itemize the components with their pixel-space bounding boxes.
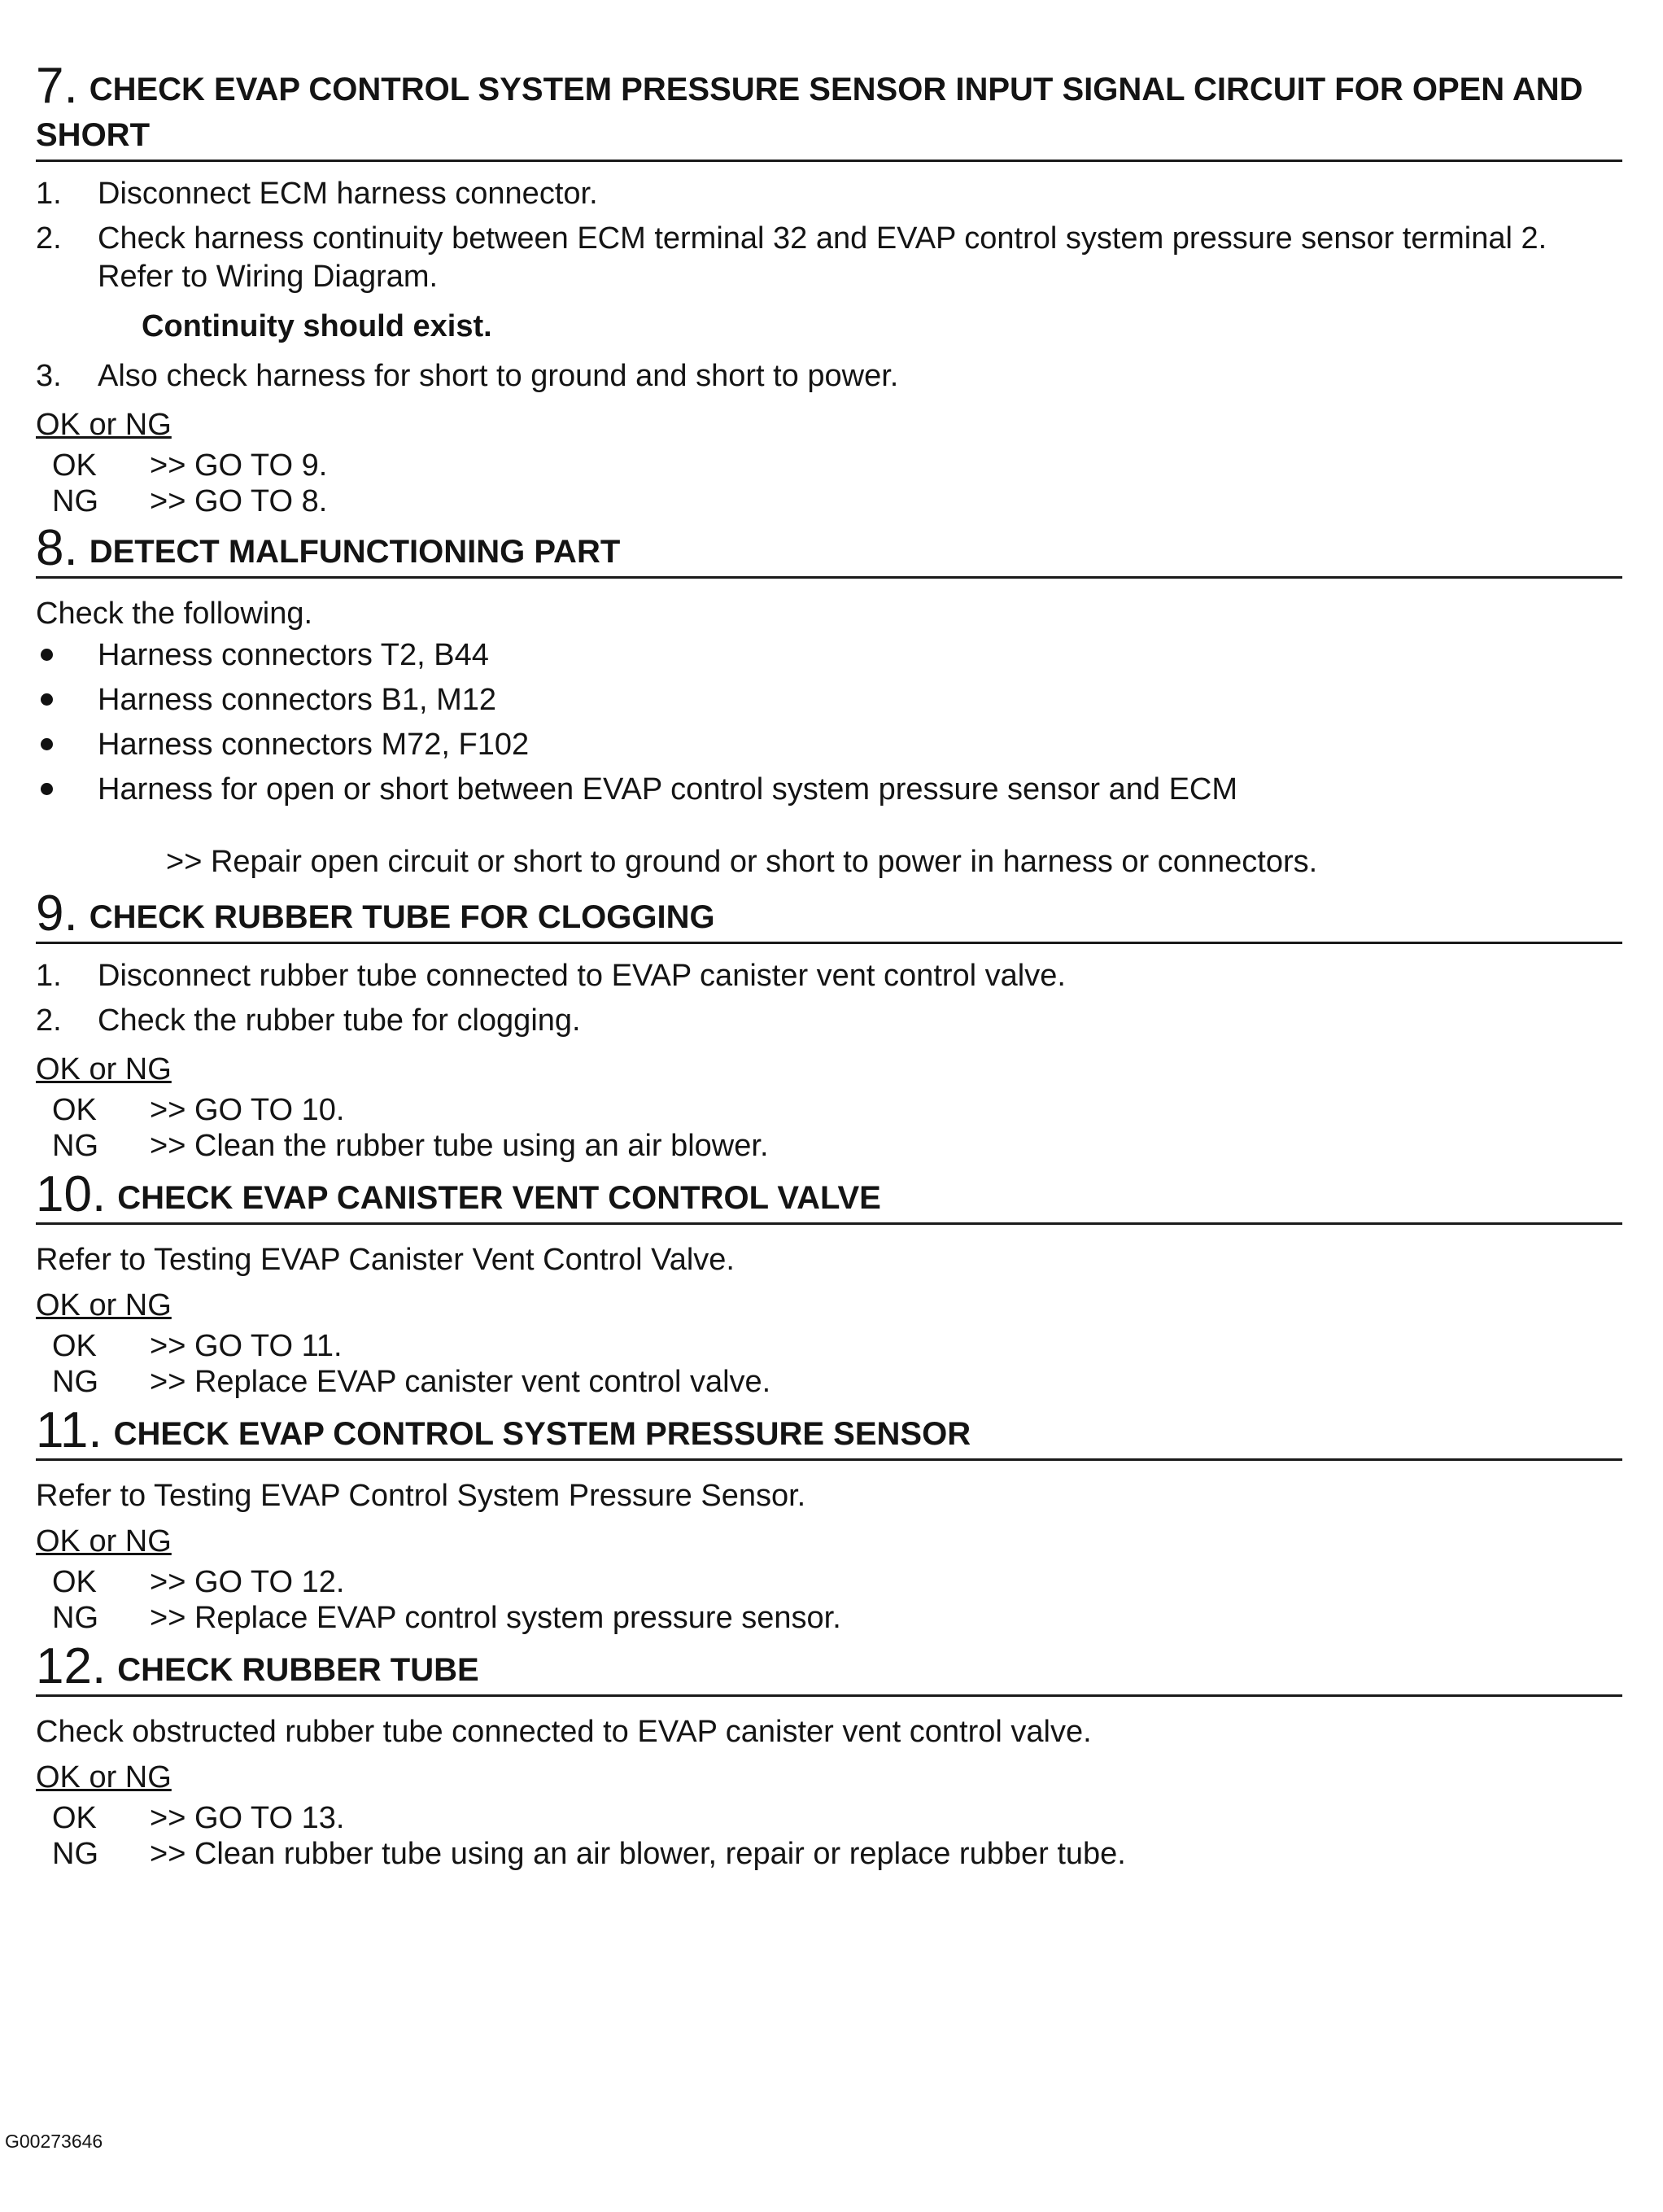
step-title: CHECK EVAP CONTROL SYSTEM PRESSURE SENSOR: [113, 1416, 971, 1452]
result-row: [36, 483, 1622, 519]
list-item: [36, 357, 1622, 396]
result-code: OK: [52, 1329, 97, 1363]
step-title: DETECT MALFUNCTIONING PART: [89, 534, 621, 570]
repair-instruction: >> Repair open circuit or short to ground or short to power in harness or connectors.: [166, 845, 1318, 879]
step-8: [36, 520, 1622, 885]
bullet-icon: [41, 649, 53, 661]
result-code: OK: [52, 448, 97, 483]
bullet-text: Harness connectors B1, M12: [98, 683, 497, 717]
note-text: Continuity should exist.: [142, 309, 492, 343]
step-heading: [36, 520, 1622, 576]
item-number: 1.: [36, 177, 62, 211]
item-number: 2.: [36, 221, 62, 256]
bullet-text: Harness connectors T2, B44: [98, 638, 489, 672]
item-text: Disconnect ECM harness connector.: [98, 177, 598, 211]
result-code: NG: [52, 1129, 98, 1163]
result-code: NG: [52, 1601, 98, 1635]
ok-or-ng-label: OK or NG: [36, 1052, 172, 1086]
result-action: >> Clean rubber tube using an air blower, repair or replace rubber tube.: [150, 1837, 1126, 1871]
result-row: [36, 448, 1622, 483]
step-number: 10.: [36, 1166, 107, 1222]
list-item: [36, 1002, 1622, 1040]
step-number: 12.: [36, 1638, 107, 1694]
step-heading: [36, 58, 1622, 158]
result-action: >> GO TO 10.: [150, 1093, 345, 1127]
bullet-text: Harness for open or short between EVAP control system pressure sensor and ECM: [98, 772, 1238, 807]
step-title: CHECK RUBBER TUBE FOR CLOGGING: [89, 899, 715, 935]
document-body: [36, 58, 1622, 1872]
intro-text: Check obstructed rubber tube connected to EVAP canister vent control valve.: [36, 1715, 1092, 1749]
step-title: CHECK RUBBER TUBE: [117, 1652, 479, 1688]
bullet-icon: [41, 693, 53, 706]
step-7: [36, 58, 1622, 519]
result-row: [36, 1328, 1622, 1364]
list-item: [36, 175, 1622, 213]
result-row: [36, 1800, 1622, 1836]
step-number: 11.: [36, 1402, 103, 1458]
ok-or-ng-label: OK or NG: [36, 1524, 172, 1558]
step-heading: [36, 1638, 1622, 1694]
bullet-item: [36, 636, 1622, 675]
item-text: Also check harness for short to ground and short to power.: [98, 359, 899, 393]
step-title: CHECK EVAP CANISTER VENT CONTROL VALVE: [117, 1180, 881, 1216]
step-heading: [36, 885, 1622, 942]
result-code: OK: [52, 1093, 97, 1127]
result-action: >> Replace EVAP canister vent control valve.: [150, 1365, 771, 1399]
heading-rule: [36, 1694, 1622, 1697]
result-code: OK: [52, 1801, 97, 1835]
heading-rule: [36, 1222, 1622, 1225]
result-action: >> GO TO 13.: [150, 1801, 345, 1835]
step-9: [36, 885, 1622, 1164]
intro-text: Refer to Testing EVAP Control System Pressure Sensor.: [36, 1479, 806, 1513]
list-item: [36, 957, 1622, 995]
step-number: 7.: [36, 58, 78, 114]
item-text: Check the rubber tube for clogging.: [98, 1003, 581, 1038]
step-12: [36, 1638, 1622, 1872]
intro-text: Check the following.: [36, 597, 313, 631]
step-heading: [36, 1166, 1622, 1222]
ok-or-ng-label: OK or NG: [36, 408, 172, 442]
result-code: NG: [52, 1837, 98, 1871]
intro-text: Refer to Testing EVAP Canister Vent Control Valve.: [36, 1243, 735, 1277]
item-text: Disconnect rubber tube connected to EVAP canister vent control valve.: [98, 959, 1066, 993]
step-heading: [36, 1402, 1622, 1458]
list-item: [36, 220, 1622, 296]
result-action: >> Replace EVAP control system pressure sensor.: [150, 1601, 841, 1635]
result-row: [36, 1564, 1622, 1600]
bullet-icon: [41, 783, 53, 795]
result-row: [36, 1092, 1622, 1128]
step-11: [36, 1402, 1622, 1636]
bullet-item: [36, 726, 1622, 764]
item-number: 1.: [36, 959, 62, 993]
result-code: NG: [52, 1365, 98, 1399]
result-action: >> GO TO 11.: [150, 1329, 343, 1363]
heading-rule: [36, 576, 1622, 579]
step-number: 9.: [36, 885, 78, 942]
heading-rule: [36, 1458, 1622, 1461]
result-action: >> GO TO 9.: [150, 448, 328, 483]
result-code: NG: [52, 484, 98, 518]
result-row: [36, 1600, 1622, 1636]
heading-rule: [36, 160, 1622, 162]
item-number: 2.: [36, 1003, 62, 1038]
item-body: [98, 220, 1622, 296]
item-subtext: Refer to Wiring Diagram.: [98, 260, 439, 294]
item-text: Check harness continuity between ECM terminal 32 and EVAP control system pressure sensor terminal 2.: [98, 221, 1547, 256]
step-number: 8.: [36, 520, 78, 576]
result-action: >> GO TO 8.: [150, 484, 328, 518]
heading-rule: [36, 942, 1622, 944]
result-action: >> GO TO 12.: [150, 1565, 345, 1599]
result-code: OK: [52, 1565, 97, 1599]
ok-or-ng-label: OK or NG: [36, 1288, 172, 1322]
item-number: 3.: [36, 359, 62, 393]
result-row: [36, 1364, 1622, 1400]
step-title: CHECK EVAP CONTROL SYSTEM PRESSURE SENSOR INPUT SIGNAL CIRCUIT FOR OPEN AND SHORT: [36, 72, 1583, 153]
result-row: [36, 1836, 1622, 1872]
bullet-text: Harness connectors M72, F102: [98, 728, 530, 762]
step-10: [36, 1166, 1622, 1400]
document-id: G00273646: [5, 2131, 103, 2152]
ok-or-ng-label: OK or NG: [36, 1760, 172, 1795]
bullet-icon: [41, 738, 53, 750]
result-row: [36, 1128, 1622, 1164]
bullet-item: [36, 771, 1622, 809]
result-action: >> Clean the rubber tube using an air blower.: [150, 1129, 769, 1163]
bullet-item: [36, 681, 1622, 719]
